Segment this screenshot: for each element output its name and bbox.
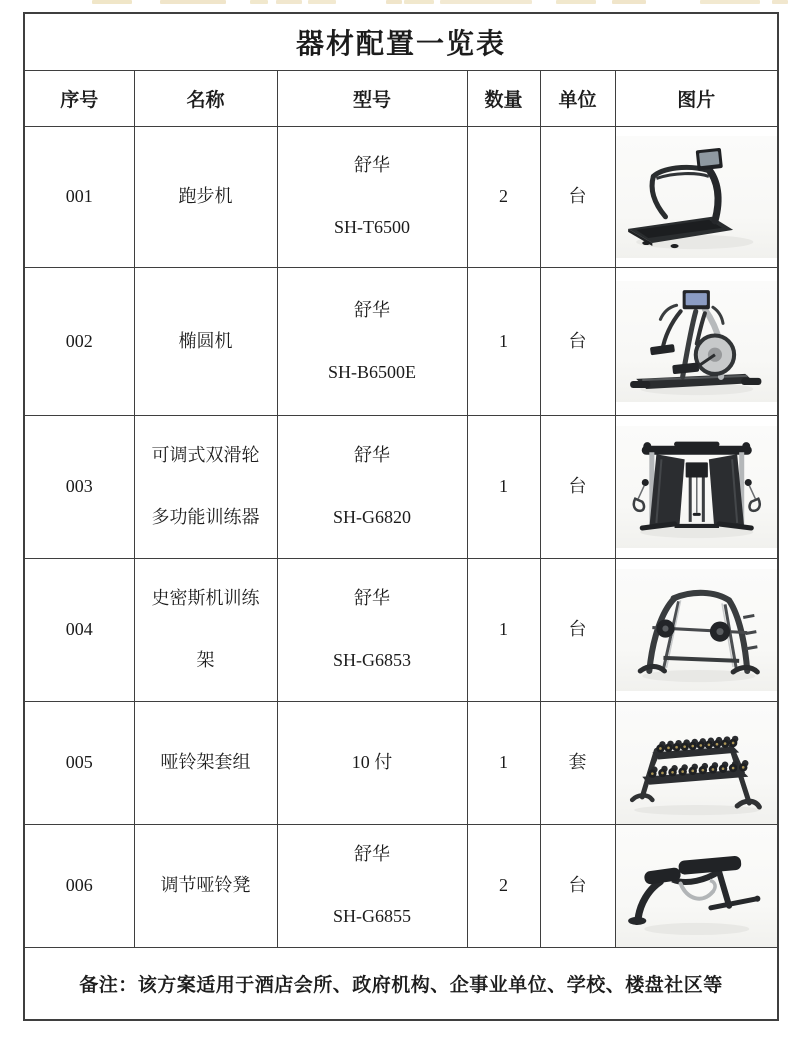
- cell-unit: [540, 416, 615, 559]
- column-header-1: 名称: [134, 71, 277, 127]
- cell-unit: [540, 127, 615, 268]
- cell-name-line: 哑铃架套组: [160, 752, 251, 773]
- cell-serial: [24, 702, 134, 825]
- table-row-005: [24, 702, 778, 825]
- column-header-4: 单位: [540, 71, 615, 127]
- cell-serial-value: 005: [65, 752, 93, 773]
- cell-name: [134, 702, 277, 825]
- cell-quantity: [467, 702, 540, 825]
- cell-model-line: 舒华: [354, 445, 390, 466]
- cell-image: [615, 416, 778, 559]
- cell-name-line: 多功能训练器: [151, 507, 260, 527]
- cell-serial-value: 004: [65, 619, 93, 640]
- cell-serial: [24, 416, 134, 559]
- cell-image: [615, 127, 778, 268]
- cell-model: [277, 559, 467, 702]
- cell-serial-value: 003: [65, 476, 93, 497]
- cell-model: [277, 825, 467, 948]
- cell-serial-value: 002: [65, 330, 93, 351]
- table-row-002: [24, 268, 778, 416]
- cell-quantity: [467, 416, 540, 559]
- column-header-3: 数量: [467, 71, 540, 127]
- cell-name: [134, 268, 277, 416]
- cell-unit-value: 台: [568, 330, 587, 351]
- cell-unit: [540, 702, 615, 825]
- cell-quantity: [467, 825, 540, 948]
- table-note-row: [24, 948, 778, 1021]
- cell-image: [615, 268, 778, 416]
- cell-serial: [24, 559, 134, 702]
- cell-name: [134, 559, 277, 702]
- cell-unit: [540, 825, 615, 948]
- cell-quantity-value: 2: [499, 875, 508, 896]
- cell-model-line: 10 付: [351, 752, 393, 773]
- cell-name: [134, 127, 277, 268]
- column-header-5: 图片: [615, 71, 778, 127]
- treadmill-photo: [616, 136, 778, 257]
- adjustable-bench-image: [616, 825, 778, 946]
- cell-name-line: 椭圆机: [178, 330, 233, 351]
- table-row-001: [24, 127, 778, 268]
- cutoff-text-strip: [0, 0, 800, 6]
- cell-quantity-value: 1: [499, 476, 508, 497]
- functional-trainer-photo: [616, 426, 778, 547]
- page-title: 器材配置一览表: [24, 13, 778, 71]
- table-note: 备注：该方案适用于酒店会所、政府机构、企事业单位、学校、楼盘社区等: [24, 948, 778, 1021]
- cell-unit-value: 台: [568, 186, 587, 207]
- cell-model: [277, 268, 467, 416]
- cell-unit: [540, 559, 615, 702]
- cell-model: [277, 702, 467, 825]
- table-header-row: [24, 71, 778, 127]
- cell-unit-value: 台: [568, 476, 587, 497]
- cell-quantity-value: 1: [499, 330, 508, 351]
- cell-model-line: SH-G6853: [332, 650, 411, 670]
- column-header-2: 型号: [277, 71, 467, 127]
- cell-image: [615, 702, 778, 825]
- cell-quantity-value: 1: [499, 752, 508, 773]
- cell-unit-value: 台: [568, 619, 587, 640]
- cell-image: [615, 559, 778, 702]
- smith-machine-photo: [616, 569, 778, 690]
- functional-trainer-image: [616, 426, 778, 547]
- equipment-config-table: [23, 12, 779, 1021]
- adjustable-bench-photo: [616, 825, 778, 946]
- cell-name-line: 架: [196, 650, 215, 670]
- cell-name-line: 可调式双滑轮: [151, 445, 260, 466]
- cell-serial: [24, 127, 134, 268]
- cell-serial: [24, 825, 134, 948]
- cell-model: [277, 127, 467, 268]
- cell-name-line: 跑步机: [178, 186, 233, 207]
- table-row-003: [24, 416, 778, 559]
- cell-model-line: 舒华: [354, 299, 390, 320]
- dumbbell-rack-photo: [616, 702, 778, 823]
- dumbbell-rack-image: [616, 702, 778, 823]
- cell-name: [134, 416, 277, 559]
- cell-name-line: 调节哑铃凳: [160, 875, 251, 896]
- cell-quantity-value: 1: [499, 619, 508, 640]
- cell-model: [277, 416, 467, 559]
- cell-image: [615, 825, 778, 948]
- cell-model-line: SH-B6500E: [327, 361, 416, 382]
- smith-machine-image: [616, 569, 778, 690]
- cell-unit-value: 套: [568, 752, 587, 773]
- table-row-004: [24, 559, 778, 702]
- treadmill-image: [616, 136, 778, 257]
- cell-quantity-value: 2: [499, 186, 508, 207]
- cell-model-line: 舒华: [354, 844, 390, 865]
- cell-unit: [540, 268, 615, 416]
- cell-quantity: [467, 268, 540, 416]
- cell-model-line: SH-T6500: [334, 217, 410, 237]
- elliptical-photo: [616, 281, 778, 402]
- elliptical-image: [616, 281, 778, 402]
- cell-serial-value: 006: [65, 875, 93, 896]
- cell-name: [134, 825, 277, 948]
- cell-serial-value: 001: [65, 186, 93, 207]
- cell-serial: [24, 268, 134, 416]
- cell-unit-value: 台: [568, 875, 587, 896]
- cell-model-line: SH-G6855: [332, 906, 411, 926]
- column-header-0: 序号: [24, 71, 134, 127]
- cell-model-line: 舒华: [354, 588, 390, 609]
- table-title-row: [24, 13, 778, 71]
- cell-quantity: [467, 127, 540, 268]
- cell-model-line: SH-G6820: [332, 507, 411, 527]
- cell-model-line: 舒华: [354, 155, 390, 176]
- cell-quantity: [467, 559, 540, 702]
- table-row-006: [24, 825, 778, 948]
- cell-name-line: 史密斯机训练: [151, 588, 260, 609]
